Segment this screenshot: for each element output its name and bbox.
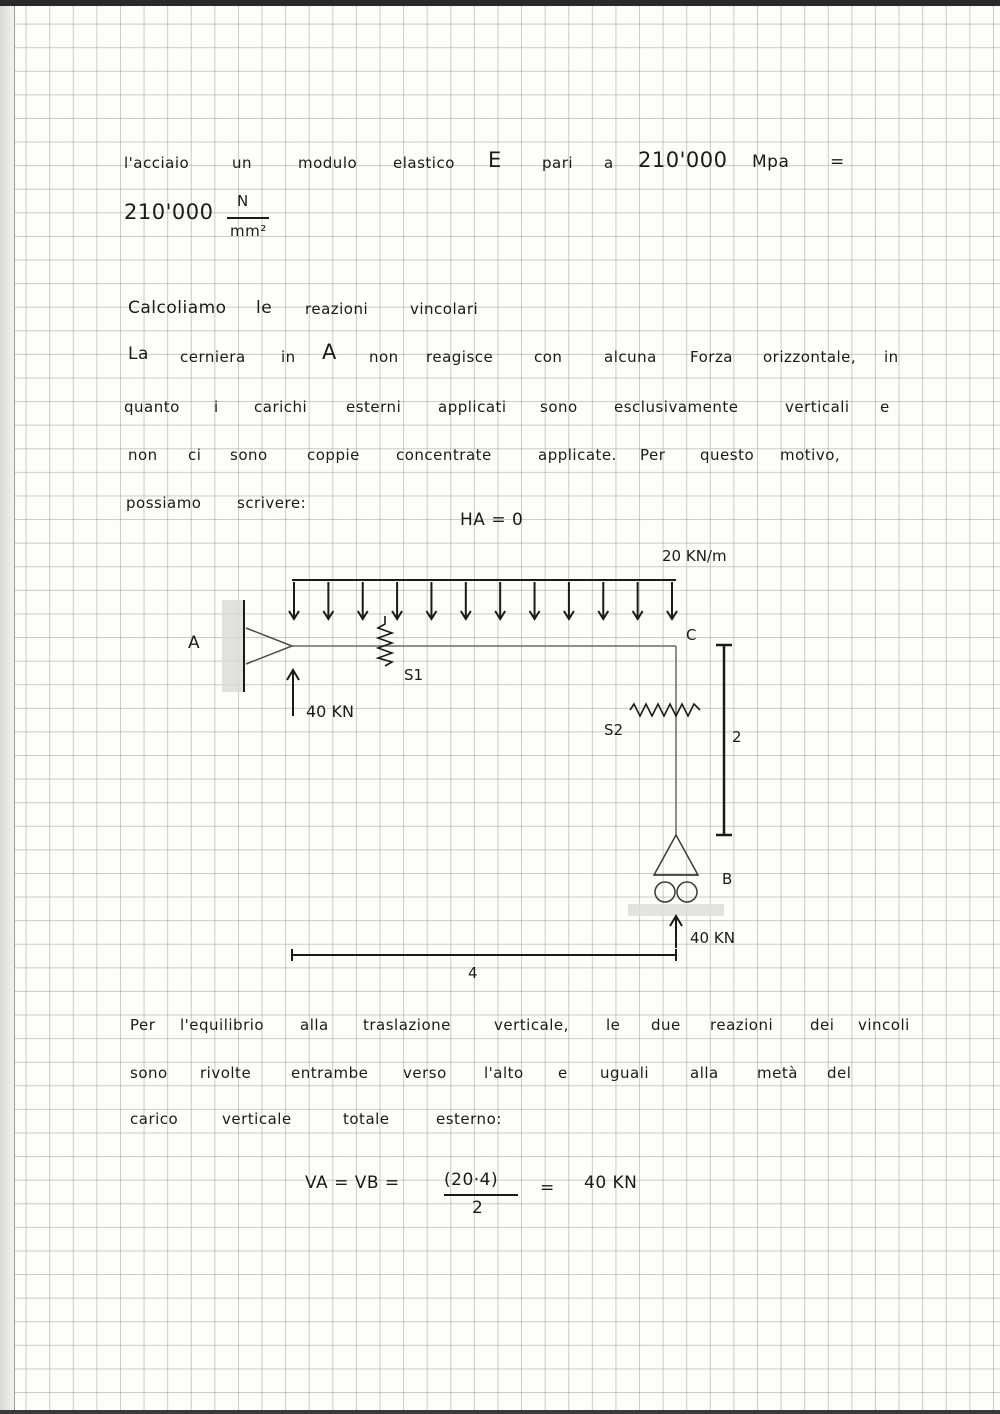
- load-arrow: [392, 582, 402, 619]
- word: e: [880, 398, 890, 416]
- word: questo: [700, 446, 755, 464]
- word: Forza: [690, 348, 734, 366]
- load-arrows: [289, 582, 677, 619]
- word: le: [606, 1016, 621, 1034]
- word: La: [128, 344, 149, 364]
- spring-s2: [630, 704, 700, 716]
- fraction-bar: [444, 1194, 518, 1196]
- word: alla: [300, 1016, 329, 1034]
- word: reazioni: [710, 1016, 774, 1034]
- word: esterno:: [436, 1110, 502, 1128]
- load-arrow: [426, 582, 436, 619]
- word: entrambe: [291, 1064, 369, 1082]
- dimension-horizontal: [292, 949, 676, 961]
- word: quanto: [124, 398, 180, 416]
- word: vincolari: [410, 300, 479, 318]
- load-label: 20 KN/m: [662, 547, 727, 565]
- word: esclusivamente: [614, 398, 739, 416]
- word: con: [534, 348, 563, 366]
- load-arrow: [323, 582, 333, 619]
- word: vincoli: [858, 1016, 910, 1034]
- word: verticale: [222, 1110, 292, 1128]
- reaction-b-label: 40 KN: [690, 929, 735, 947]
- word: carico: [130, 1110, 179, 1128]
- word: traslazione: [363, 1016, 451, 1034]
- word: Mpa: [752, 152, 790, 172]
- word: non: [369, 348, 399, 366]
- word: rivolte: [200, 1064, 252, 1082]
- node-c-label: C: [686, 626, 697, 644]
- formula-lhs: VA = VB =: [305, 1173, 400, 1193]
- word: elastico: [393, 154, 455, 172]
- word: alla: [690, 1064, 719, 1082]
- formula-result: 40 KN: [584, 1173, 638, 1193]
- word: verso: [403, 1064, 447, 1082]
- load-arrow: [633, 582, 643, 619]
- word: le: [256, 298, 273, 318]
- formula-denominator: 2: [472, 1198, 484, 1218]
- word: Calcoliamo: [128, 298, 227, 318]
- word: applicati: [438, 398, 507, 416]
- load-arrow: [461, 582, 471, 619]
- word: Per: [640, 446, 666, 464]
- reaction-arrow-a: [287, 670, 299, 716]
- load-arrow: [358, 582, 368, 619]
- word: esterni: [346, 398, 402, 416]
- load-arrow: [598, 582, 608, 619]
- word: motivo,: [780, 446, 841, 464]
- word: verticale,: [494, 1016, 569, 1034]
- word: l'alto: [484, 1064, 524, 1082]
- word: totale: [343, 1110, 390, 1128]
- word: sono: [130, 1064, 168, 1082]
- formula-horizontal-reaction: HA = 0: [460, 510, 524, 530]
- load-arrow: [667, 582, 677, 619]
- formula-equals: =: [540, 1178, 555, 1198]
- word: coppie: [307, 446, 360, 464]
- word: non: [128, 446, 158, 464]
- load-arrow: [564, 582, 574, 619]
- word: due: [651, 1016, 681, 1034]
- word: concentrate: [396, 446, 492, 464]
- word: A: [322, 340, 337, 364]
- formula-numerator: (20·4): [444, 1170, 499, 1190]
- word: l'equilibrio: [180, 1016, 265, 1034]
- word: modulo: [298, 154, 358, 172]
- text-line: [0, 1056, 1000, 1096]
- unit-numerator: N: [237, 192, 249, 210]
- word: reagisce: [426, 348, 494, 366]
- word: e: [558, 1064, 568, 1082]
- word: sono: [540, 398, 578, 416]
- word: uguali: [600, 1064, 650, 1082]
- word: carichi: [254, 398, 308, 416]
- word: alcuna: [604, 348, 657, 366]
- word: un: [232, 154, 253, 172]
- word: verticali: [785, 398, 850, 416]
- word: cerniera: [180, 348, 246, 366]
- reaction-arrow-b: [670, 916, 682, 948]
- word: orizzontale,: [763, 348, 857, 366]
- word: reazioni: [305, 300, 369, 318]
- text-line: [0, 1008, 1000, 1048]
- word: =: [830, 152, 845, 172]
- word: i: [214, 398, 219, 416]
- spring-s1-label: S1: [404, 666, 424, 684]
- word: ci: [188, 446, 202, 464]
- word: metà: [757, 1064, 798, 1082]
- spring-s2-label: S2: [604, 721, 624, 739]
- node-a-label: A: [188, 633, 200, 653]
- node-b-label: B: [722, 870, 733, 888]
- dimension-vertical-label: 2: [732, 728, 742, 746]
- word: in: [281, 348, 296, 366]
- word: 210'000: [638, 148, 728, 172]
- load-arrow: [530, 582, 540, 619]
- modulus-value: 210'000: [124, 200, 214, 224]
- word: possiamo: [126, 494, 202, 512]
- word: E: [488, 148, 502, 172]
- reaction-a-label: 40 KN: [306, 702, 354, 721]
- word: in: [884, 348, 899, 366]
- hinge-support-a: [222, 600, 292, 692]
- word: dei: [810, 1016, 835, 1034]
- unit-denominator: mm²: [230, 222, 267, 240]
- distributed-load: [289, 580, 677, 619]
- roller-support-b: [628, 835, 724, 916]
- word: del: [827, 1064, 852, 1082]
- dimension-horizontal-label: 4: [468, 964, 478, 982]
- spring-s1: [378, 616, 392, 666]
- dimension-vertical: [716, 645, 732, 835]
- load-arrow: [495, 582, 505, 619]
- word: applicate.: [538, 446, 617, 464]
- load-arrow: [289, 582, 299, 619]
- text-line: [0, 1102, 1000, 1142]
- word: a: [604, 154, 614, 172]
- word: Per: [130, 1016, 156, 1034]
- word: scrivere:: [237, 494, 307, 512]
- word: sono: [230, 446, 268, 464]
- word: pari: [542, 154, 574, 172]
- word: l'acciaio: [124, 154, 190, 172]
